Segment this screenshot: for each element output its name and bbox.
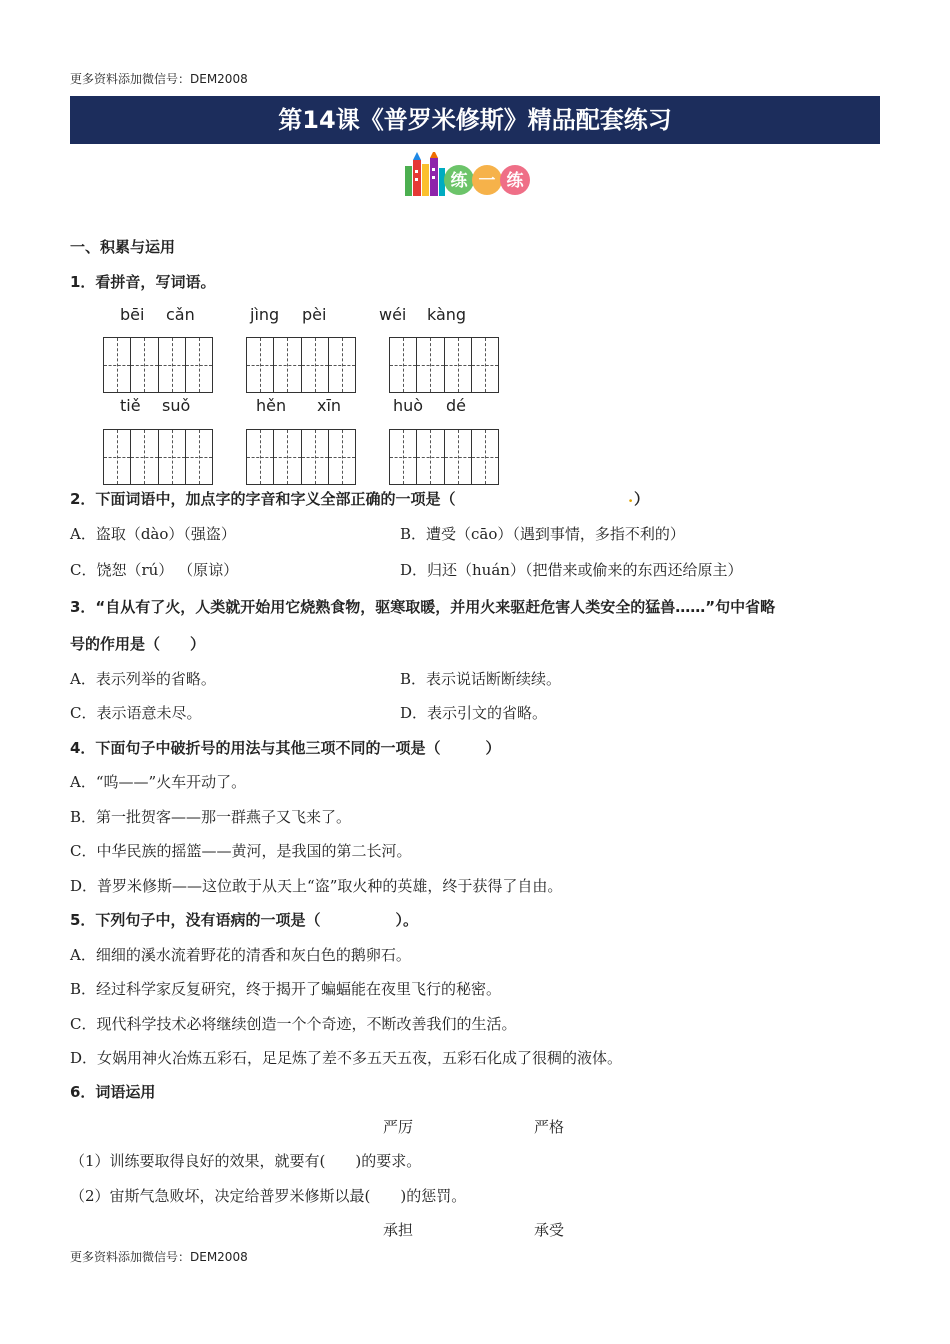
pinyin: kàng (427, 305, 467, 324)
page-title: 第14课《普罗米修斯》精品配套练习 (70, 96, 880, 144)
q6-title: 6．词语运用 (70, 1083, 156, 1101)
q2-title: 2．下面词语中，加点字的字音和字义全部正确的一项是（ (70, 490, 456, 508)
q5-title: 5．下列句子中，没有语病的一项是（ ）。 (70, 911, 418, 929)
q5-option-b[interactable]: B．经过科学家反复研究，终于揭开了蝙蝠能在夜里飞行的秘密。 (70, 980, 502, 998)
q5-option-c[interactable]: C．现代科学技术必将继续创造一个个奇迹，不断改善我们的生活。 (70, 1015, 517, 1033)
q2-option-a[interactable]: A．盗取（dào）（强盗） (70, 525, 236, 543)
tianzige-box[interactable] (389, 337, 499, 393)
pinyin: pèi (302, 305, 327, 324)
dot-mark: . (628, 488, 634, 506)
header-note: 更多资料添加微信号：DEM2008 (70, 72, 248, 86)
q3-option-c[interactable]: C．表示语意未尽。 (70, 704, 202, 722)
tianzige-box[interactable] (246, 429, 356, 485)
badge-char-1: 练 (450, 171, 468, 191)
tianzige-box[interactable] (389, 429, 499, 485)
footer-note: 更多资料添加微信号：DEM2008 (70, 1250, 248, 1264)
q2-close-paren: ） (634, 490, 650, 508)
q4-option-a[interactable]: A．“呜——”火车开动了。 (70, 773, 247, 791)
q2-option-c[interactable]: C．饶恕（rú） （原谅） (70, 561, 239, 579)
q5-option-d[interactable]: D．女娲用神火冶炼五彩石，足足炼了差不多五天五夜，五彩石化成了很稠的液体。 (70, 1049, 623, 1067)
section-heading: 一、积累与运用 (70, 238, 176, 256)
badge-char-2: 一 (478, 171, 496, 191)
q4-option-c[interactable]: C．中华民族的摇篮——黄河，是我国的第二长河。 (70, 842, 412, 860)
q3-option-b[interactable]: B．表示说话断断续续。 (400, 670, 562, 688)
q2-option-b[interactable]: B．遭受（cāo）（遇到事情，多指不利的） (400, 525, 685, 543)
pinyin: jìng (250, 305, 280, 324)
q3-title-line2: 号的作用是（ ） (70, 635, 206, 653)
q2-option-d[interactable]: D．归还（huán）（把借来或偷来的东西还给原主） (400, 561, 743, 579)
q3-option-a[interactable]: A．表示列举的省略。 (70, 670, 216, 688)
q4-option-d[interactable]: D．普罗米修斯——这位敢于从天上“盗”取火种的英雄，终于获得了自由。 (70, 877, 563, 895)
badge-char-3: 练 (506, 171, 524, 191)
q6-sentence-1[interactable]: （1）训练要取得良好的效果，就要有( )的要求。 (70, 1152, 422, 1170)
q3-title-line1: 3．“自从有了火，人类就开始用它烧熟食物，驱寒取暖，并用火来驱赶危害人类安全的猛兽……”句中省略 (70, 598, 776, 616)
pinyin: hěn (256, 396, 287, 415)
pinyin: cǎn (166, 305, 195, 324)
tianzige-box[interactable] (103, 337, 213, 393)
tianzige-box[interactable] (103, 429, 213, 485)
practice-badge (403, 152, 535, 198)
buildings-icon (403, 152, 535, 198)
pinyin: tiě (120, 396, 141, 415)
word-choice: 承受 (534, 1221, 565, 1239)
pinyin: dé (446, 396, 466, 415)
q4-title: 4．下面句子中破折号的用法与其他三项不同的一项是（ ） (70, 739, 501, 757)
pinyin: suǒ (162, 396, 191, 415)
q3-option-d[interactable]: D．表示引文的省略。 (400, 704, 548, 722)
word-choice: 严厉 (383, 1118, 414, 1136)
q4-option-b[interactable]: B．第一批贺客——那一群燕子又飞来了。 (70, 808, 352, 826)
pinyin: bēi (120, 305, 145, 324)
word-choice: 严格 (534, 1118, 565, 1136)
pinyin: huò (393, 396, 424, 415)
pinyin: xīn (317, 396, 342, 415)
q6-sentence-2[interactable]: （2）宙斯气急败坏，决定给普罗米修斯以最( )的惩罚。 (70, 1187, 467, 1205)
q5-option-a[interactable]: A．细细的溪水流着野花的清香和灰白色的鹅卵石。 (70, 946, 411, 964)
word-choice: 承担 (383, 1221, 414, 1239)
tianzige-box[interactable] (246, 337, 356, 393)
q1-title: 1．看拼音，写词语。 (70, 273, 216, 291)
pinyin: wéi (379, 305, 407, 324)
